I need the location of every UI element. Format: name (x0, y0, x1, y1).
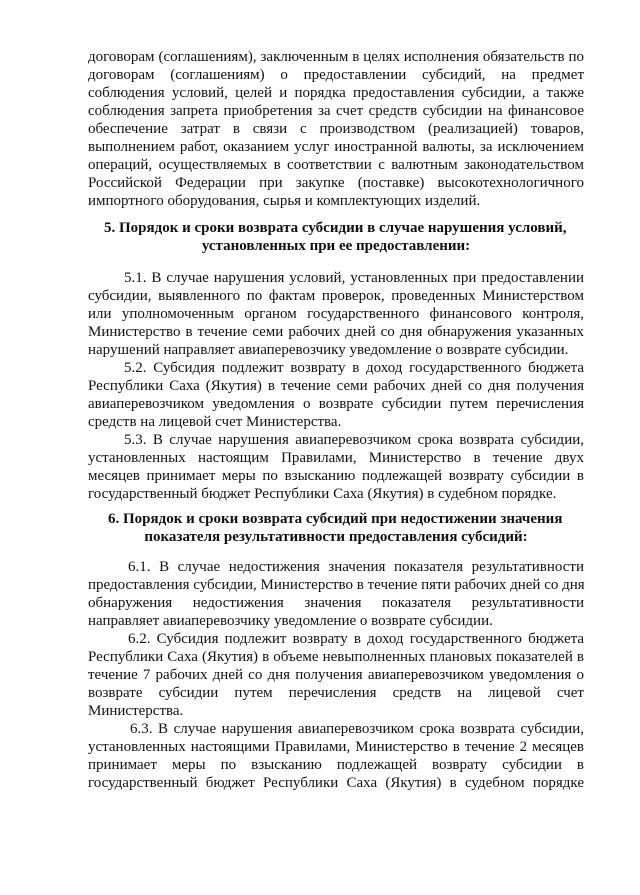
text-line: авиаперевозчиком уведомления о возврате субсидии путем перечисления (88, 396, 584, 412)
heading-line: установленных при ее предоставлении: (201, 238, 471, 254)
text-line: соблюдения запрета приобретения за счет средств субсидии на финансовое (88, 103, 584, 119)
heading-line: показателя результативности предоставления субсидий: (144, 529, 528, 545)
text-line: предоставления субсидии, Министерство в течение пяти рабочих дней со дня (88, 577, 585, 593)
text-line: месяцев принимает меры по взысканию подлежащей возврату субсидии в (88, 468, 584, 484)
intro-paragraph (88, 48, 584, 210)
text-line: Республики Саха (Якутия) в объеме невыполненных плановых показателей в (88, 649, 584, 665)
section-6-heading (88, 510, 584, 546)
text-line: 5.1. В случае нарушения условий, установленных при предоставлении (124, 270, 584, 286)
text-line: средств на лицевой счет Министерства. (88, 414, 342, 430)
text-line: течение 7 рабочих дней со дня получения авиаперевозчиком уведомления о (88, 667, 584, 683)
heading-line: 6. Порядок и сроки возврата субсидий при недостижении значения (108, 511, 563, 527)
text-line: или уполномоченным органом государственного финансового контроля, (88, 306, 584, 322)
text-line: соблюдения условий, целей и порядка предоставления субсидии, а также (88, 85, 584, 101)
text-line: договорам (соглашениям) о предоставлении субсидий, на предмет (88, 67, 584, 83)
text-line: Республики Саха (Якутия) в течение семи рабочих дней со дня получения (88, 378, 584, 394)
text-line: субсидии, выявленного по фактам проверок, проведенных Министерством (88, 288, 584, 304)
text-line: Министерство в течение семи рабочих дней со дня обнаружения указанных (88, 324, 584, 340)
text-line: обеспечение затрат в связи с производством (реализацией) товаров, (88, 121, 584, 137)
section-5-heading (88, 219, 584, 255)
text-line: государственный бюджет Республики Саха (Якутия) в судебном порядке (88, 775, 584, 791)
text-line: выполнением работ, оказанием услуг иностранной валюты, за исключением (88, 139, 584, 155)
text-line: установленных настоящим Правилами, Министерство в течение двух (88, 450, 584, 466)
text-line: 6.2. Субсидия подлежит возврату в доход государственного бюджета (128, 631, 584, 647)
text-line: договорам (соглашениям), заключенным в целях исполнения обязательств по (88, 49, 584, 65)
text-line: Министерства. (88, 703, 184, 719)
paragraph-6-1 (88, 558, 584, 630)
text-line: нарушений направляет авиаперевозчику уведомление о возврате субсидии. (88, 342, 569, 358)
text-line: направляет авиаперевозчику уведомление о возврате субсидии. (88, 613, 493, 629)
text-line: импортного оборудования, сырья и комплектующих изделий. (88, 193, 481, 209)
text-line: обнаружения недостижения значения показателя результативности (88, 595, 584, 611)
text-line: возврате субсидии путем перечисления средств на лицевой счет (88, 685, 584, 701)
text-line: 6.3. В случае нарушения авиаперевозчиком срока возврата субсидии, (130, 721, 584, 737)
text-line: Российской Федерации при закупке (поставке) высокотехнологичного (88, 175, 584, 191)
paragraph-5-2 (88, 359, 584, 431)
text-line: установленных настоящими Правилами, Министерство в течение 2 месяцев (88, 739, 584, 755)
text-line: государственный бюджет Республики Саха (Якутия) в судебном порядке. (88, 486, 557, 502)
paragraph-6-2 (88, 630, 584, 720)
text-line: операций, осуществляемых в соответствии с валютным законодательством (88, 157, 584, 173)
heading-line: 5. Порядок и сроки возврата субсидии в случае нарушения условий, (104, 220, 567, 236)
text-line: 6.1. В случае недостижения значения показателя результативности (128, 559, 584, 575)
text-line: 5.3. В случае нарушения авиаперевозчиком срока возврата субсидии, (124, 432, 584, 448)
text-line: 5.2. Субсидия подлежит возврату в доход государственного бюджета (124, 360, 584, 376)
paragraph-5-3 (88, 431, 584, 503)
paragraph-6-3 (88, 720, 584, 792)
paragraph-5-1 (88, 269, 584, 359)
text-line: принимает меры по взысканию подлежащей возврату субсидии в (88, 757, 584, 773)
